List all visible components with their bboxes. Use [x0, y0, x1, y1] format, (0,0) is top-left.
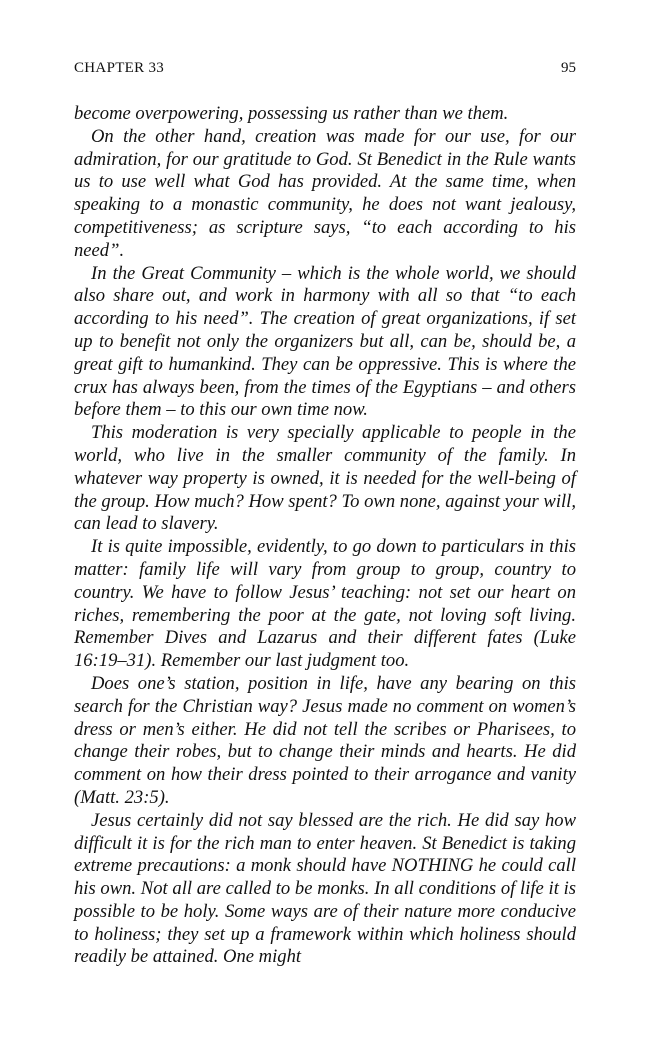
paragraph: Jesus certainly did not say blessed are the rich. He did say how difficult it is for the rich man to enter heaven. St Benedict is taking extreme precautions: a monk should have NOTHING he could call his own. Not all are called to be monks. In all conditions of life it is possible to be holy. Some ways are of their nature more conducive to holiness; they set up a framework within which holiness should readily be attained. One might [74, 809, 576, 968]
chapter-heading: CHAPTER 33 [74, 60, 165, 76]
body-text [74, 103, 576, 969]
paragraph: Does one’s station, position in life, have any bearing on this search for the Christian way? Jesus made no comment on women’s dress or men’s either. He did not tell the scribes or Pharisees, to change their robes, but to change their minds and hearts. He did comment on how their dress pointed to their arrogance and vanity (Matt. 23:5). [74, 672, 576, 808]
paragraph: In the Great Community – which is the whole world, we should also share out, and work in harmony with all so that “to each according to his need”. The creation of great organizations, if set up to benefit not only the organizers but all, can be, should be, a great gift to humankind. They can be oppressive. This is where the crux has always been, from the times of the Egyptians – and others before them – to this our own time now. [74, 262, 576, 421]
paragraph: It is quite impossible, evidently, to go down to particulars in this matter: family life will vary from group to group, country to country. We have to follow Jesus’ teaching: not set our heart on riches, remembering the poor at the gate, not loving soft living. Remember Dives and Lazarus and their different fates (Luke 16:19–31). Remember our last judgment too. [74, 536, 576, 672]
paragraph: This moderation is very specially applicable to people in the world, who live in the smaller community of the family. In whatever way property is owned, it is needed for the well-being of the group. How much? How spent? To own none, against your will, can lead to slavery. [74, 422, 576, 535]
paragraph: On the other hand, creation was made for our use, for our admiration, for our gratitude to God. St Benedict in the Rule wants us to use well what God has provided. At the same time, when speaking to a monastic community, he does not want jealousy, competitiveness; as scripture says, “to each according to his need”. [74, 125, 576, 261]
paragraph-continuation: become overpowering, possessing us rather than we them. [74, 103, 509, 124]
page-number: 95 [561, 60, 576, 76]
